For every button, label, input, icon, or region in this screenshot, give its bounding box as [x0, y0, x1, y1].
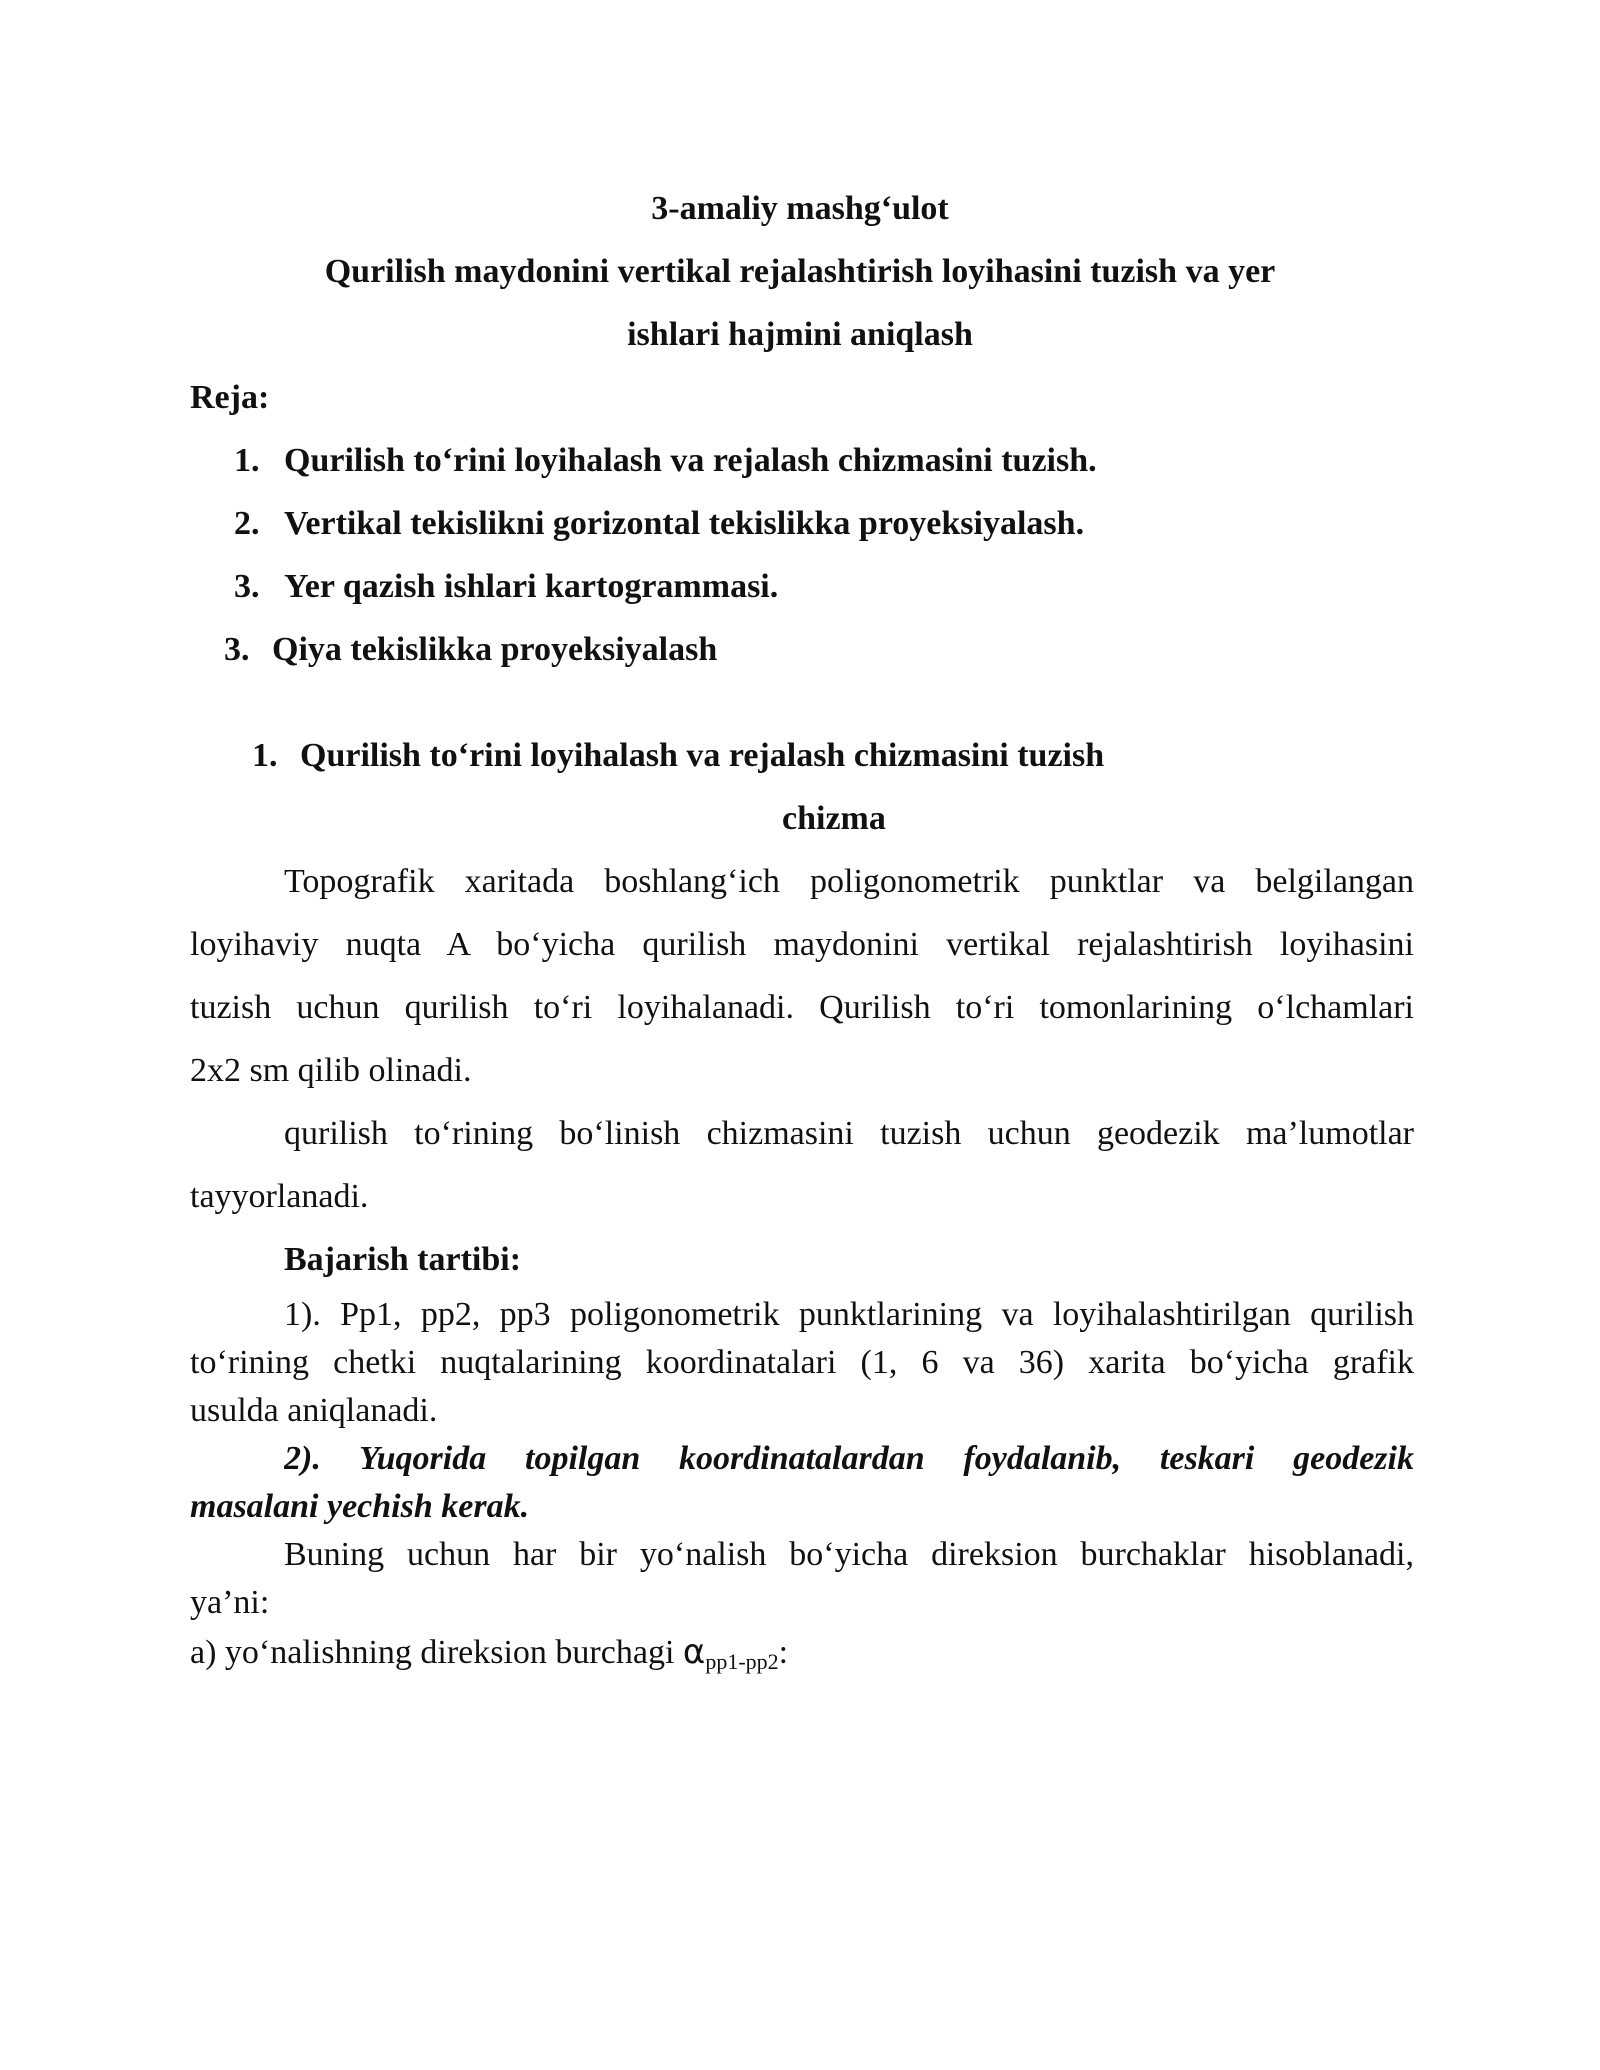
- paragraph1-line2: loyihaviy nuqta A bo‘yicha qurilish maydonini vertikal rejalashtirish loyihasini: [190, 926, 1414, 963]
- plan-item-4-text: Qiya tekislikka proyeksiyalash: [272, 631, 718, 668]
- step1-line2: to‘rining chetki nuqtalarining koordinatalari (1, 6 va 36) xarita bo‘yicha grafik: [190, 1344, 1414, 1381]
- paragraph1-line3: tuzish uchun qurilish to‘ri loyihalanadi. Qurilish to‘ri tomonlarining o‘lchamlari: [190, 989, 1414, 1026]
- paragraph1-line4: 2x2 sm qilib olinadi.: [190, 1052, 472, 1089]
- section1-subheading: chizma: [782, 800, 886, 837]
- topic-title-line2: ishlari hajmini aniqlash: [627, 316, 973, 353]
- item-a-text: a) yo‘nalishning direksion burchagi: [190, 1634, 683, 1671]
- step1-line3: usulda aniqlanadi.: [190, 1392, 438, 1429]
- practice-title: 3-amaliy mashg‘ulot: [651, 190, 949, 227]
- paragraph1-line1: Topografik xaritada boshlang‘ich poligonometrik punktlar va belgilangan: [284, 863, 1414, 900]
- explanation-line2: ya’ni:: [190, 1584, 270, 1621]
- plan-item-1-number: 1.: [234, 442, 260, 479]
- plan-label: Reja:: [190, 379, 270, 416]
- plan-item-3-number: 3.: [234, 568, 260, 605]
- paragraph2-line2: tayyorlanadi.: [190, 1178, 369, 1215]
- step2-line2: masalani yechish kerak.: [190, 1488, 530, 1525]
- section1-number: 1.: [252, 737, 278, 774]
- plan-item-4-number: 3.: [224, 631, 250, 668]
- plan-item-2-text: Vertikal tekislikni gorizontal tekislikka proyeksiyalash.: [284, 505, 1085, 542]
- step1-line1: 1). Pp1, pp2, pp3 poligonometrik punktlarining va loyihalashtirilgan qurilish: [284, 1296, 1414, 1333]
- paragraph2-line1: qurilish to‘rining bo‘linish chizmasini tuzish uchun geodezik ma’lumotlar: [284, 1115, 1414, 1152]
- procedure-label: Bajarish tartibi:: [284, 1241, 522, 1278]
- item-a-colon: :: [778, 1634, 789, 1671]
- plan-item-3-text: Yer qazish ishlari kartogrammasi.: [284, 568, 779, 605]
- explanation-line1: Buning uchun har bir yo‘nalish bo‘yicha direksion burchaklar hisoblanadi,: [284, 1536, 1414, 1573]
- step2-line1: 2). Yuqorida topilgan koordinatalardan foydalanib, teskari geodezik: [284, 1440, 1414, 1477]
- plan-item-2-number: 2.: [234, 505, 260, 542]
- alpha-subscript: pp1-pp2: [705, 1649, 779, 1674]
- topic-title-line1: Qurilish maydonini vertikal rejalashtirish loyihasini tuzish va yer: [324, 253, 1276, 290]
- item-a: [190, 1632, 788, 1682]
- plan-item-1-text: Qurilish to‘rini loyihalash va rejalash chizmasini tuzish.: [284, 442, 1097, 479]
- section1-heading: Qurilish to‘rini loyihalash va rejalash chizmasini tuzish: [300, 737, 1105, 774]
- alpha-symbol: α: [682, 1632, 706, 1672]
